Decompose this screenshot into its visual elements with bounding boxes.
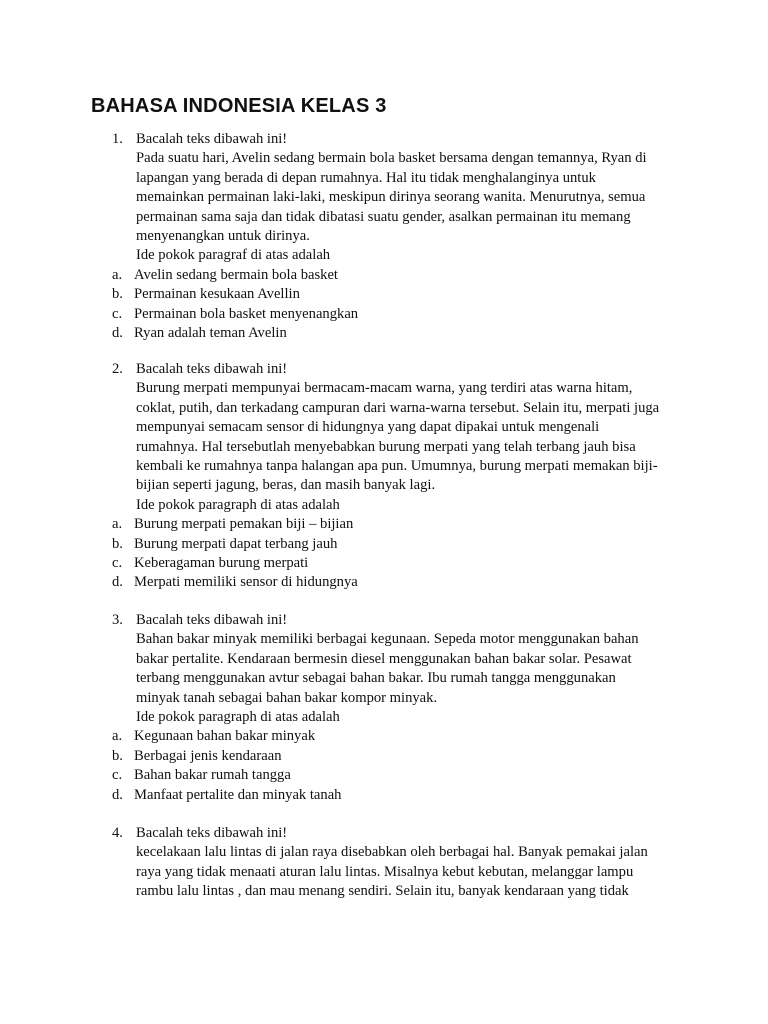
option-letter: c. — [112, 555, 123, 572]
option-letter: d. — [112, 574, 123, 591]
question-number: 4. — [112, 825, 123, 841]
passage-line: mempunyai semacam sensor di hidungnya yang dapat dipakai untuk mengenali — [136, 419, 600, 436]
option-letter: a. — [112, 516, 123, 533]
option-letter: a. — [112, 266, 123, 283]
passage-line: rambu lalu lintas , dan mau menang sendiri. Selain itu, banyak kendaraan yang tidak — [136, 883, 629, 900]
question-body — [112, 843, 672, 901]
option-text: Burung merpati pemakan biji – bijian — [134, 516, 354, 533]
answer-option-c — [112, 766, 672, 785]
question-body — [112, 630, 672, 727]
question-header — [112, 824, 672, 843]
option-text: Ryan adalah teman Avelin — [134, 325, 287, 342]
option-letter: d. — [112, 786, 123, 803]
question-header — [112, 360, 672, 379]
question-body — [112, 149, 672, 265]
option-text: Manfaat pertalite dan minyak tanah — [134, 786, 342, 803]
passage-line: Burung merpati mempunyai bermacam-macam warna, yang terdiri atas warna hitam, — [136, 380, 633, 397]
passage-line: bijian seperti jagung, beras, dan masih banyak lagi. — [136, 477, 436, 494]
question-instruction: Bacalah teks dibawah ini! — [136, 131, 288, 147]
option-text: Berbagai jenis kendaraan — [134, 747, 282, 764]
question-header — [112, 130, 672, 149]
passage-line: Bahan bakar minyak memiliki berbagai kegunaan. Sepeda motor menggunakan bahan — [136, 631, 639, 648]
question-3 — [112, 611, 672, 805]
option-text: Bahan bakar rumah tangga — [134, 767, 291, 784]
option-text: Permainan kesukaan Avellin — [134, 286, 300, 303]
question-instruction: Bacalah teks dibawah ini! — [136, 612, 288, 628]
question-1 — [112, 130, 672, 343]
option-letter: b. — [112, 747, 123, 764]
page-title: BAHASA INDONESIA KELAS 3 — [91, 95, 387, 117]
passage-line: kecelakaan lalu lintas di jalan raya disebabkan oleh berbagai hal. Banyak pemakai jalan — [136, 844, 648, 861]
question-header — [112, 611, 672, 630]
answer-option-a — [112, 266, 672, 285]
question-2 — [112, 360, 672, 593]
answer-option-d — [112, 573, 672, 592]
question-instruction: Bacalah teks dibawah ini! — [136, 825, 288, 841]
passage-line: kembali ke rumahnya tanpa halangan apa pun. Umumnya, burung merpati memakan biji- — [136, 458, 658, 475]
option-text: Burung merpati dapat terbang jauh — [134, 535, 338, 552]
passage-line: minyak tanah sebagai bahan bakar kompor minyak. — [136, 689, 438, 706]
answer-option-c — [112, 554, 672, 573]
option-letter: c. — [112, 305, 123, 322]
answer-option-a — [112, 515, 672, 534]
option-letter: b. — [112, 535, 123, 552]
answer-option-b — [112, 747, 672, 766]
option-letter: a. — [112, 728, 123, 745]
option-letter: b. — [112, 286, 123, 303]
question-body — [112, 379, 672, 515]
question-instruction: Bacalah teks dibawah ini! — [136, 361, 288, 377]
answer-option-a — [112, 727, 672, 746]
question-prompt: Ide pokok paragraf di atas adalah — [136, 247, 331, 264]
option-letter: c. — [112, 767, 123, 784]
question-number: 3. — [112, 612, 123, 628]
option-letter: d. — [112, 325, 123, 342]
passage-line: rumahnya. Hal tersebutlah menyebabkan burung merpati yang telah terbang jauh bisa — [136, 438, 636, 455]
option-text: Avelin sedang bermain bola basket — [134, 266, 338, 283]
question-prompt: Ide pokok paragraph di atas adalah — [136, 496, 340, 513]
option-text: Merpati memiliki sensor di hidungnya — [134, 574, 358, 591]
passage-line: Pada suatu hari, Avelin sedang bermain bola basket bersama dengan temannya, Ryan di — [136, 150, 647, 167]
answer-option-d — [112, 324, 672, 343]
question-number: 2. — [112, 361, 123, 377]
option-text: Keberagaman burung merpati — [134, 555, 309, 572]
passage-line: bakar pertalite. Kendaraan bermesin diesel menggunakan bahan bakar solar. Pesawat — [136, 650, 632, 667]
answer-option-c — [112, 305, 672, 324]
question-prompt: Ide pokok paragraph di atas adalah — [136, 709, 340, 726]
passage-line: raya yang tidak menaati aturan lalu lintas. Misalnya kebut kebutan, melanggar lampu — [136, 863, 634, 880]
passage-line: lapangan yang berada di depan rumahnya. Hal itu tidak menghalanginya untuk — [136, 169, 596, 186]
question-4 — [112, 824, 672, 902]
passage-line: memainkan permainan laki-laki, meskipun dirinya seorang wanita. Menurutnya, semua — [136, 189, 646, 206]
passage-line: permainan sama saja dan tidak dibatasi suatu gender, asalkan permainan itu memang — [136, 208, 631, 225]
answer-option-b — [112, 535, 672, 554]
answer-option-d — [112, 786, 672, 805]
question-number: 1. — [112, 131, 123, 147]
passage-line: menyenangkan untuk dirinya. — [136, 228, 310, 245]
answer-option-b — [112, 285, 672, 304]
option-text: Kegunaan bahan bakar minyak — [134, 728, 316, 745]
passage-line: terbang menggunakan avtur sebagai bahan bakar. Ibu rumah tangga menggunakan — [136, 670, 616, 687]
passage-line: coklat, putih, dan terkadang campuran dari warna-warna tersebut. Selain itu, merpati juga — [136, 399, 660, 416]
option-text: Permainan bola basket menyenangkan — [134, 305, 359, 322]
